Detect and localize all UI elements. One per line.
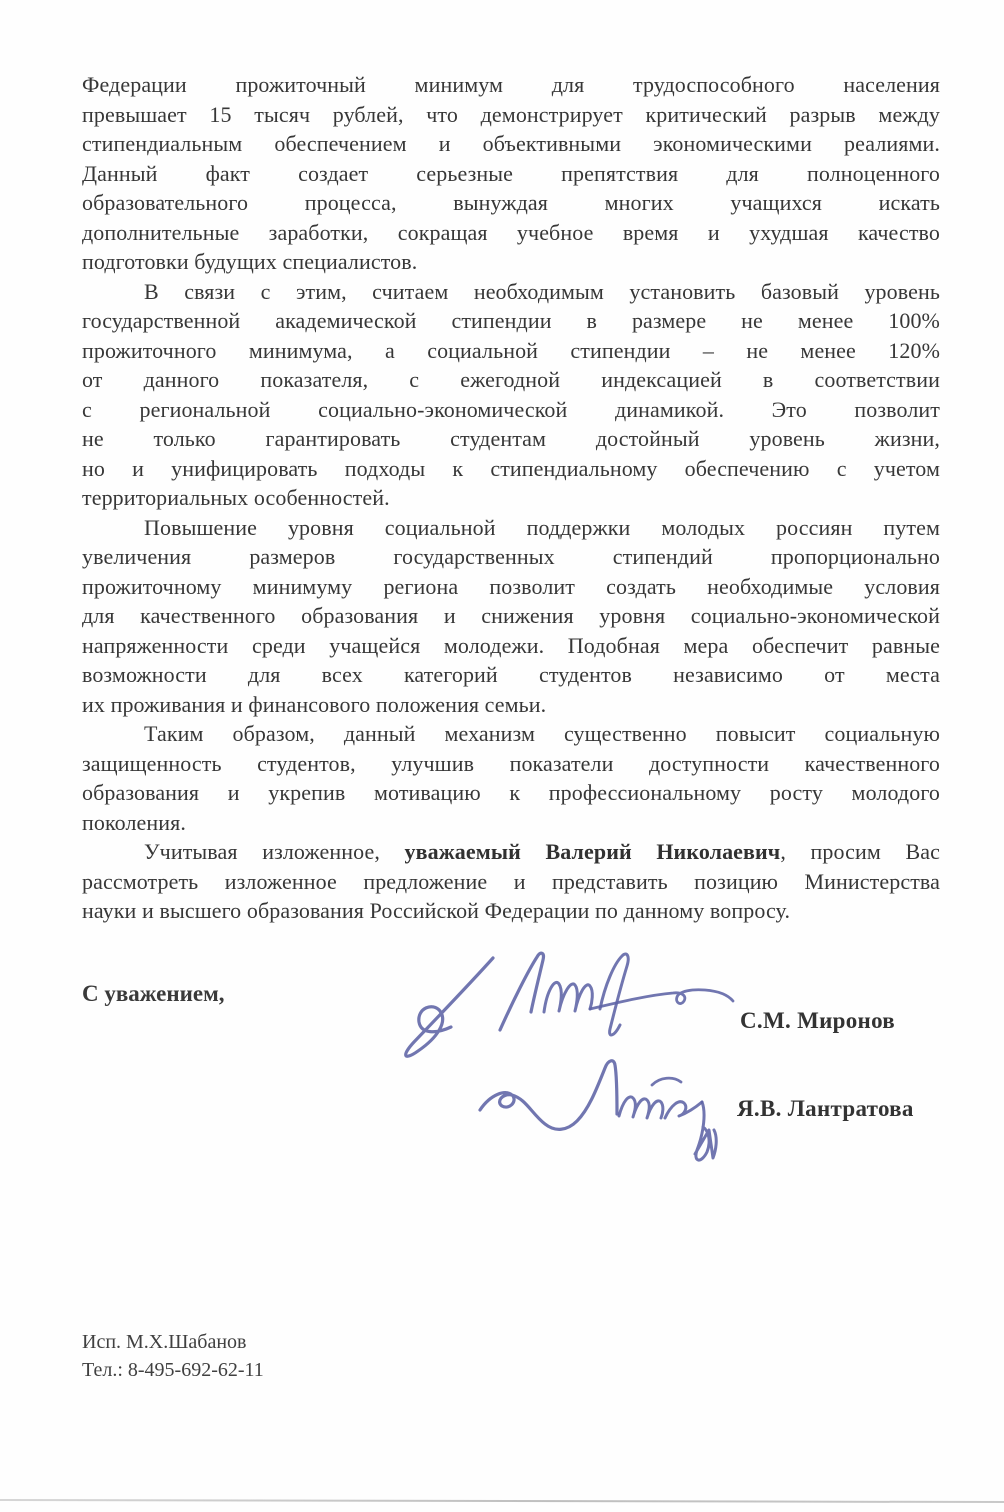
text-line	[82, 601, 940, 631]
text-line	[82, 719, 940, 749]
text-segment: территориальных особенностей.	[82, 485, 390, 510]
mironov-signature-icon	[383, 944, 735, 1062]
executor-phone: Тел.: 8-495-692-62-11	[82, 1359, 264, 1381]
text-segment: Федерации прожиточный минимум для трудоспособного населения	[82, 72, 940, 97]
text-line	[82, 749, 940, 779]
text-segment: В связи с этим, считаем необходимым установить базовый уровень	[144, 278, 940, 304]
text-line	[82, 100, 940, 130]
text-segment: превышает 15 тысяч рублей, что демонстрирует критический разрыв между	[82, 101, 940, 127]
text-segment: для качественного образования и снижения уровня социально-экономической	[82, 603, 940, 628]
executor-name: Исп. М.Х.Шабанов	[82, 1331, 247, 1353]
text-segment: государственной академической стипендии в размере не менее 100%	[82, 308, 940, 333]
text-segment: прожиточного минимума, а социальной стипендии – не менее 120%	[82, 337, 940, 363]
closing-salutation: С уважением,	[82, 981, 225, 1006]
text-segment: образовательного процесса, вынуждая многих учащихся искать	[82, 190, 940, 215]
text-line	[82, 660, 940, 690]
text-segment: от данного показателя, с ежегодной индексацией в соответствии	[82, 367, 940, 392]
paragraph	[82, 277, 940, 513]
text-line	[82, 306, 940, 336]
text-segment: , просим Вас	[780, 839, 940, 864]
signatory-name-mironov: С.М. Миронов	[740, 1008, 896, 1033]
text-segment: науки и высшего образования Российской Федерации по данному вопросу.	[82, 898, 791, 923]
text-segment: поколения.	[82, 809, 186, 835]
text-line	[82, 837, 940, 867]
text-segment: Данный факт создает серьезные препятствия для полноценного	[82, 160, 940, 186]
addressee-name-bold: уважаемый Валерий Николаевич	[404, 839, 781, 864]
text-segment: с региональной социально-экономической динамикой. Это позволит	[82, 396, 940, 422]
text-line	[82, 395, 940, 425]
executor-block	[82, 1328, 264, 1384]
text-line	[82, 129, 940, 159]
text-line	[82, 218, 940, 248]
text-segment: защищенность студентов, улучшив показатели доступности качественного	[82, 750, 940, 776]
lantratova-signature-icon	[468, 1050, 720, 1186]
text-segment: их проживания и финансового положения семьи.	[82, 691, 547, 717]
text-segment: Таким образом, данный механизм существенно повысит социальную	[144, 721, 940, 746]
text-segment: прожиточному минимуму региона позволит создать необходимые условия	[82, 573, 940, 599]
text-segment: подготовки будущих специалистов.	[82, 249, 418, 274]
signatory-name-lantratova: Я.В. Лантратова	[737, 1096, 914, 1121]
text-line	[82, 778, 940, 808]
text-line	[82, 336, 940, 366]
text-line	[82, 188, 940, 218]
scan-edge-line	[0, 1499, 1004, 1503]
text-line	[82, 690, 940, 720]
text-segment: Повышение уровня социальной поддержки молодых россиян путем	[144, 514, 940, 540]
text-line	[82, 572, 940, 602]
text-line	[82, 424, 940, 454]
text-line	[82, 867, 940, 897]
text-segment: стипендиальным обеспечением и объективными экономическими реалиями.	[82, 131, 940, 156]
paragraph	[82, 70, 940, 277]
text-line	[82, 483, 940, 513]
paragraph	[82, 513, 940, 720]
paragraph	[82, 719, 940, 837]
paragraph	[82, 837, 940, 926]
text-segment: напряженности среди учащейся молодежи. Подобная мера обеспечит равные	[82, 632, 940, 658]
text-line	[82, 454, 940, 484]
text-line	[82, 277, 940, 307]
text-line	[82, 365, 940, 395]
text-line	[82, 70, 940, 100]
text-segment: дополнительные заработки, сокращая учебное время и ухудшая качество	[82, 219, 940, 245]
text-line	[82, 808, 940, 838]
letter-body	[82, 70, 940, 926]
text-segment: увеличения размеров государственных стипендий пропорционально	[82, 544, 940, 569]
text-line	[82, 247, 940, 277]
text-segment: Учитывая изложенное,	[144, 839, 405, 864]
text-line	[82, 896, 940, 926]
text-segment: образования и укрепив мотивацию к профессиональному росту молодого	[82, 780, 940, 805]
text-segment: не только гарантировать студентам достойный уровень жизни,	[82, 426, 940, 451]
text-segment: возможности для всех категорий студентов независимо от места	[82, 662, 940, 687]
text-segment: но и унифицировать подходы к стипендиальному обеспечению с учетом	[82, 455, 940, 481]
text-segment: рассмотреть изложенное предложение и представить позицию Министерства	[82, 868, 940, 894]
text-line	[82, 631, 940, 661]
text-line	[82, 513, 940, 543]
text-line	[82, 542, 940, 572]
text-line	[82, 159, 940, 189]
